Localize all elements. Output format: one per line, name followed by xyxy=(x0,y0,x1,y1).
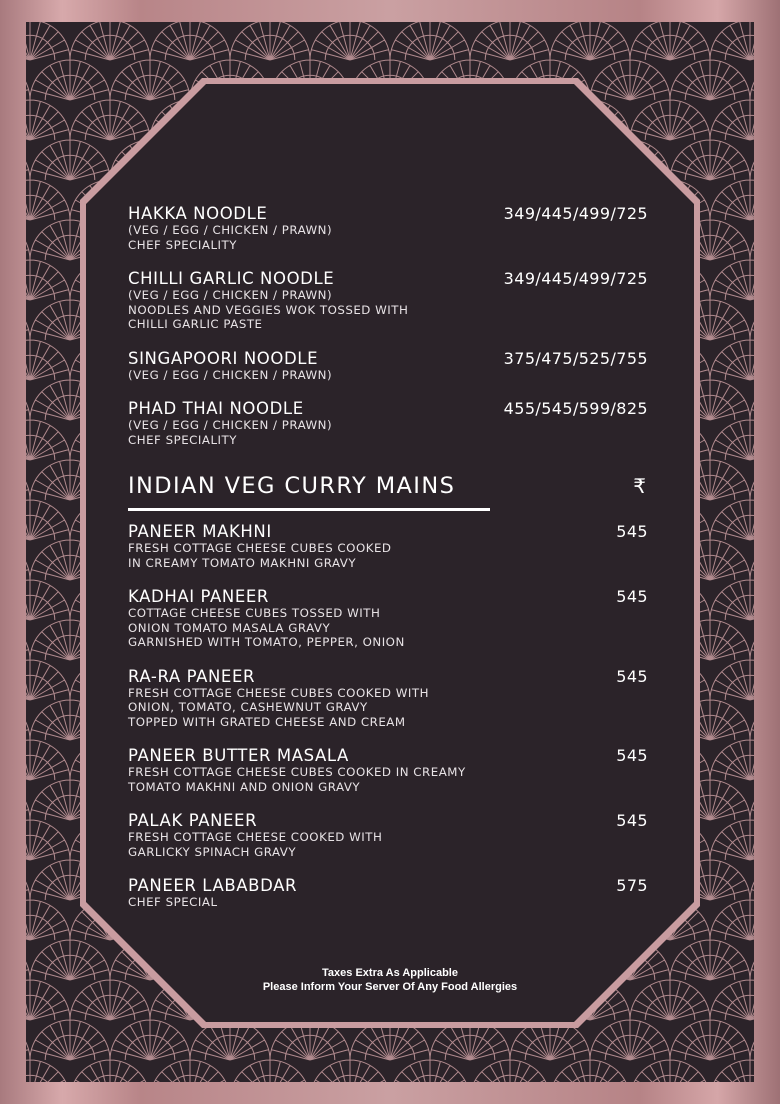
item-desc: FRESH COTTAGE CHEESE CUBES COOKED IN CREAMY xyxy=(128,765,466,779)
menu-item xyxy=(128,204,648,252)
item-desc: CHEF SPECIAL xyxy=(128,895,218,909)
item-name: CHILLI GARLIC NOODLE xyxy=(128,269,335,288)
item-name: PANEER BUTTER MASALA xyxy=(128,746,349,765)
item-name: PANEER LABABDAR xyxy=(128,876,298,895)
item-price: 575 xyxy=(616,876,648,895)
menu-item xyxy=(128,349,648,383)
menu-item xyxy=(128,811,648,859)
item-desc: (VEG / EGG / CHICKEN / PRAWN) xyxy=(128,288,333,302)
menu-content xyxy=(128,204,648,910)
rupee-icon: ₹ xyxy=(633,474,646,498)
item-price: 545 xyxy=(616,811,648,830)
item-desc: (VEG / EGG / CHICKEN / PRAWN) xyxy=(128,418,333,432)
item-price: 545 xyxy=(616,522,648,541)
menu-item xyxy=(128,667,648,730)
item-desc: FRESH COTTAGE CHEESE CUBES COOKED xyxy=(128,541,392,555)
item-desc: CHILLI GARLIC PASTE xyxy=(128,317,263,331)
item-price: 545 xyxy=(616,587,648,606)
item-name: KADHAI PANEER xyxy=(128,587,269,606)
item-desc: CHEF SPECIALITY xyxy=(128,237,237,252)
item-name: HAKKA NOODLE xyxy=(128,204,268,223)
item-desc: TOPPED WITH GRATED CHEESE AND CREAM xyxy=(128,714,406,729)
item-price: 455/545/599/825 xyxy=(503,399,648,418)
taxes-note: Taxes Extra As Applicable xyxy=(322,967,458,979)
item-desc: COTTAGE CHEESE CUBES TOSSED WITH xyxy=(128,606,381,620)
item-name: PHAD THAI NOODLE xyxy=(128,399,304,418)
item-desc: ONION, TOMATO, CASHEWNUT GRAVY xyxy=(128,700,368,714)
item-name: PALAK PANEER xyxy=(128,811,258,830)
section-underline xyxy=(128,508,490,511)
curry-list xyxy=(128,522,648,910)
item-desc: GARLICKY SPINACH GRAVY xyxy=(128,844,297,859)
item-price: 349/445/499/725 xyxy=(503,204,648,223)
item-price: 545 xyxy=(616,746,648,765)
item-name: PANEER MAKHNI xyxy=(128,522,272,541)
footer-note xyxy=(150,966,630,994)
item-desc: IN CREAMY TOMATO MAKHNI GRAVY xyxy=(128,555,357,570)
menu-item xyxy=(128,269,648,332)
item-desc: NOODLES AND VEGGIES WOK TOSSED WITH xyxy=(128,302,409,317)
menu-item xyxy=(128,876,648,910)
item-name: RA-RA PANEER xyxy=(128,666,256,686)
item-desc: FRESH COTTAGE CHEESE CUBES COOKED WITH xyxy=(128,685,429,700)
item-desc: CHEF SPECIALITY xyxy=(128,432,237,447)
item-desc: ONION TOMATO MASALA GRAVY xyxy=(128,620,331,635)
item-desc: (VEG / EGG / CHICKEN / PRAWN) xyxy=(128,223,333,237)
menu-item xyxy=(128,399,648,447)
item-desc: FRESH COTTAGE CHEESE COOKED WITH xyxy=(128,830,383,844)
menu-item xyxy=(128,522,648,570)
item-name: SINGAPOORI NOODLE xyxy=(128,348,319,368)
allergy-note: Please Inform Your Server Of Any Food Allergies xyxy=(262,981,518,993)
item-desc: (VEG / EGG / CHICKEN / PRAWN) xyxy=(128,367,333,382)
section-title: INDIAN VEG CURRY MAINS xyxy=(128,473,456,499)
item-price: 349/445/499/725 xyxy=(503,269,648,288)
item-price: 375/475/525/755 xyxy=(503,348,648,368)
menu-item xyxy=(128,587,648,650)
noodle-list xyxy=(128,204,648,447)
item-desc: TOMATO MAKHNI AND ONION GRAVY xyxy=(128,779,361,794)
section-header xyxy=(128,472,648,500)
item-desc: GARNISHED WITH TOMATO, PEPPER, ONION xyxy=(128,635,405,649)
item-price: 545 xyxy=(616,666,648,686)
menu-item xyxy=(128,746,648,794)
